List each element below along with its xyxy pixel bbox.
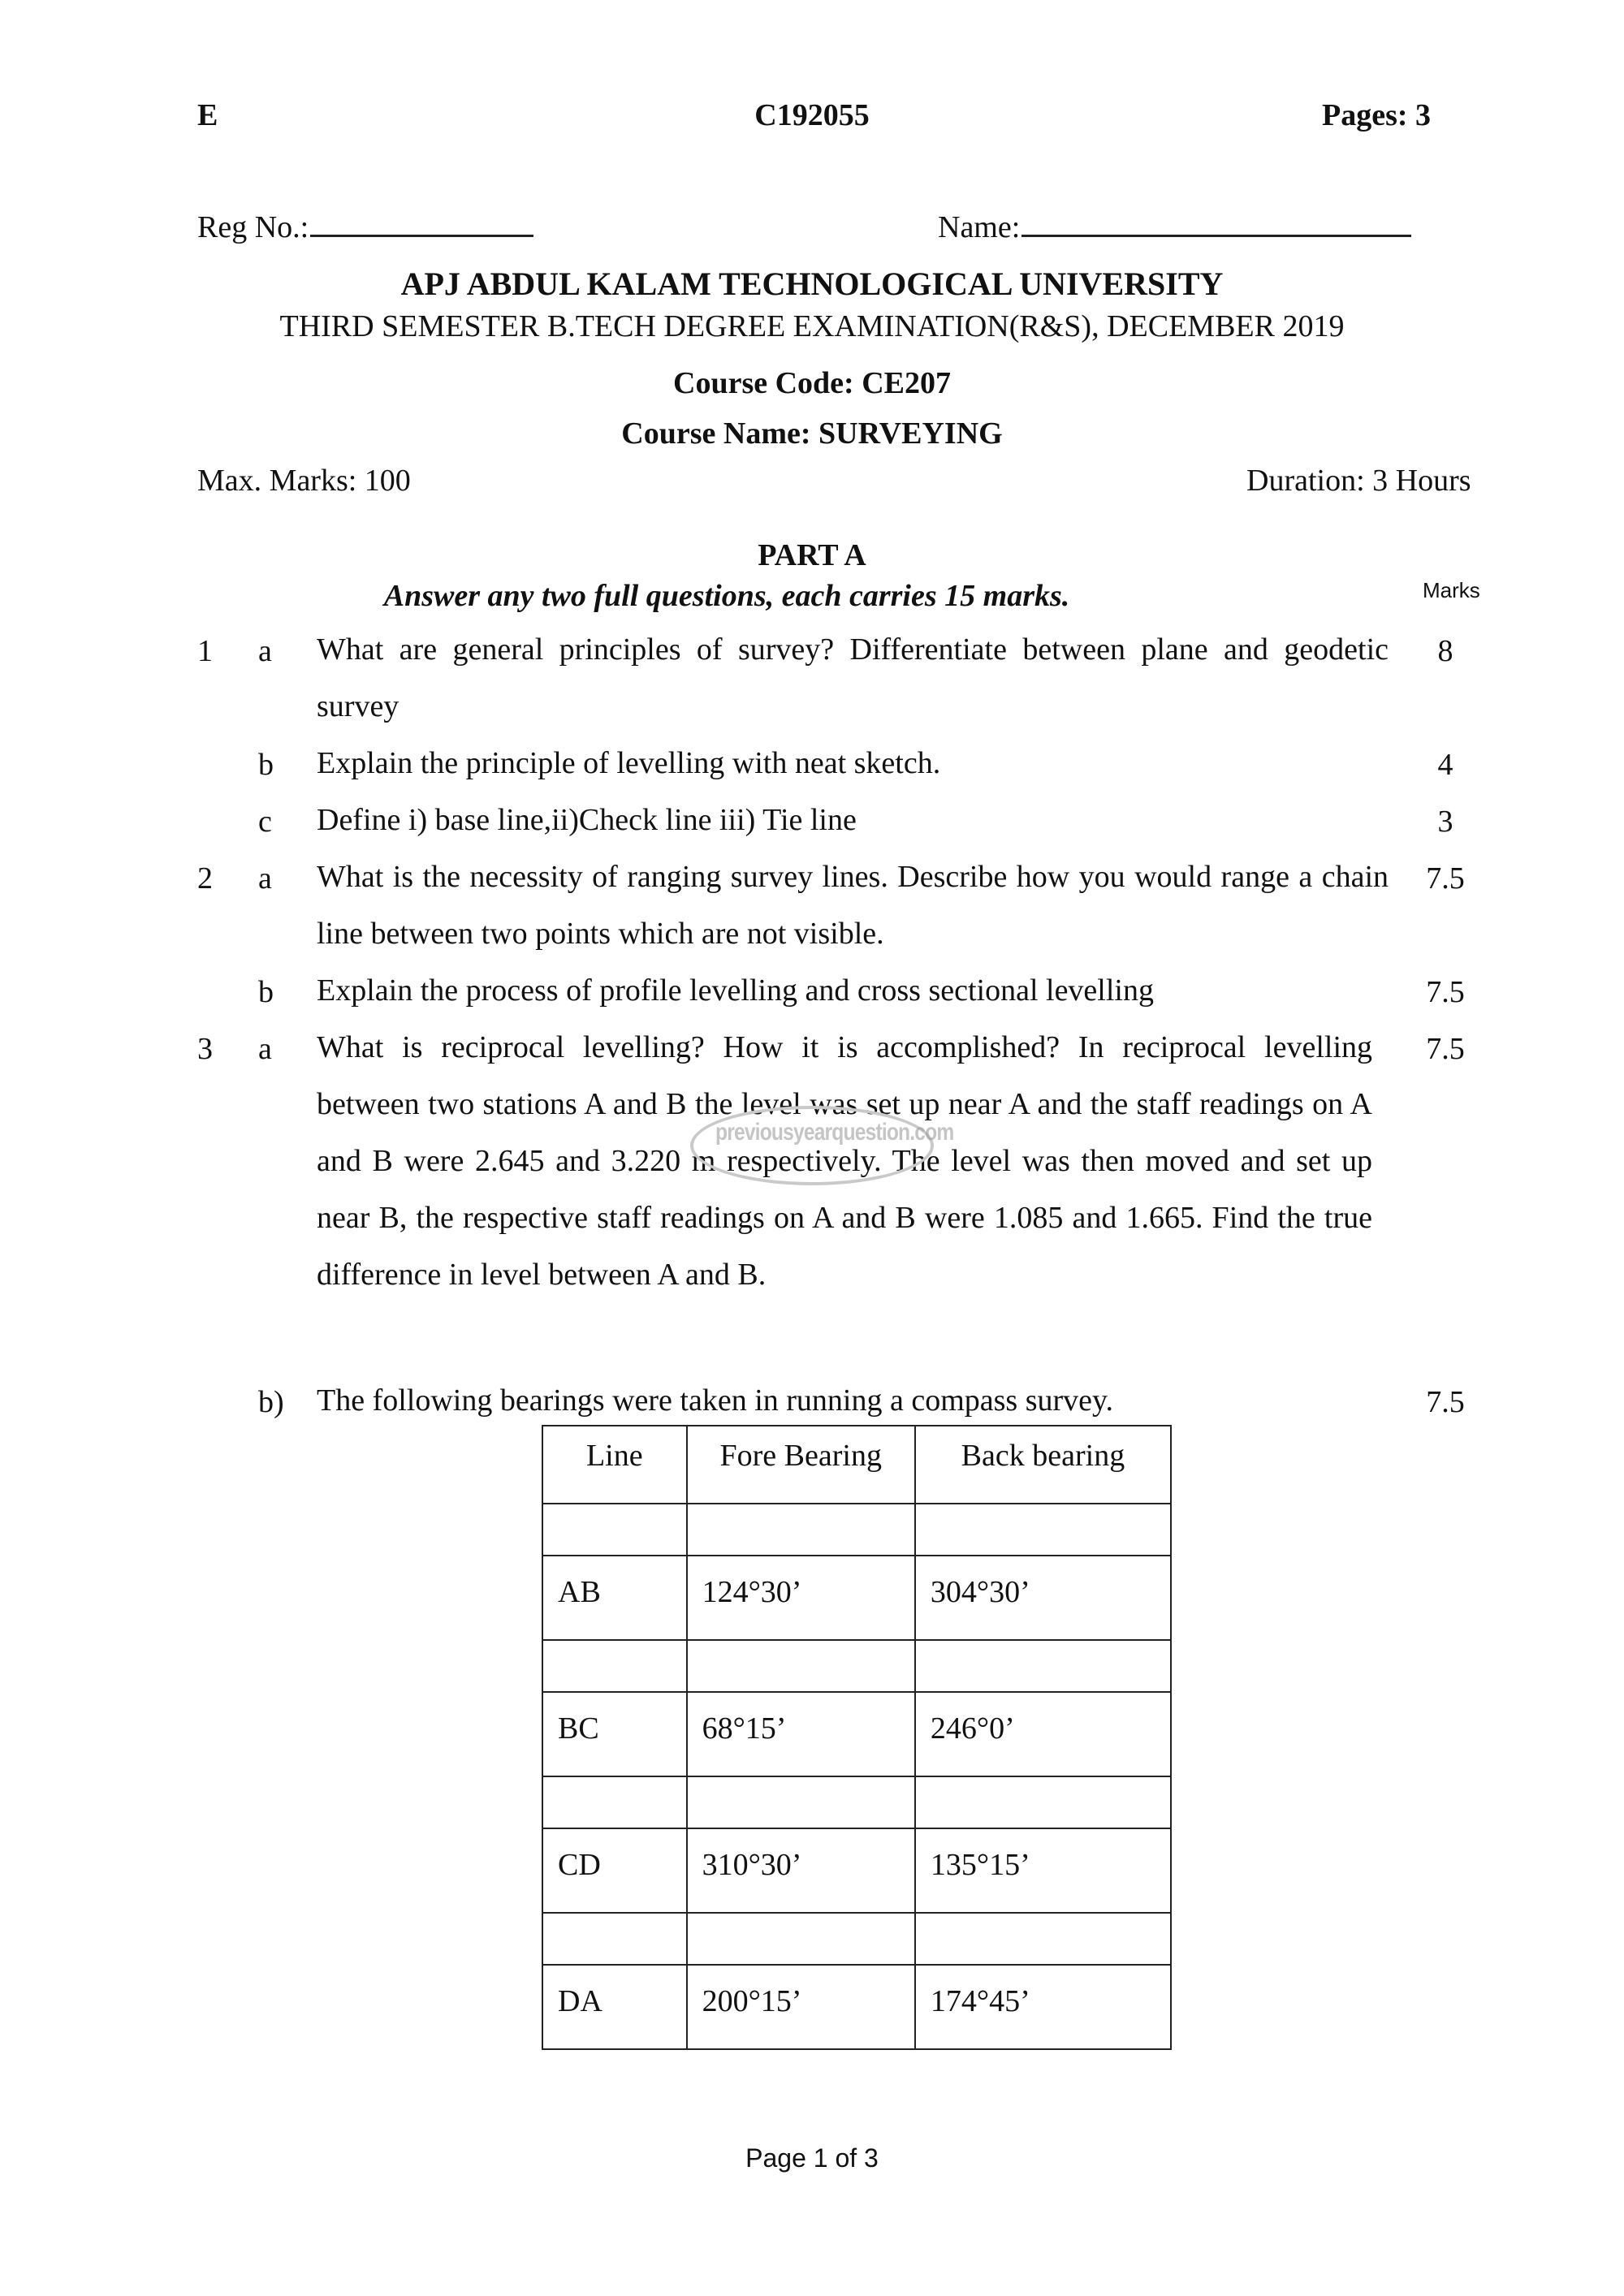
table-cell [915, 1640, 1171, 1692]
table-cell [687, 1776, 915, 1828]
marks-column-header: Marks [1423, 578, 1480, 602]
table-cell: AB [542, 1556, 687, 1640]
set-code: E [197, 98, 218, 132]
question-text: What is the necessity of ranging survey lines. Describe how you would range a chain line between two points which are not visible. [317, 860, 1389, 951]
question-part-label: c [258, 805, 272, 839]
max-marks: Max. Marks: 100 [197, 464, 411, 498]
reg-no-label: Reg No.: [197, 210, 309, 244]
table-cell: 68°15’ [687, 1692, 915, 1776]
question-marks: 7.5 [1426, 1032, 1465, 1066]
table-cell [542, 1913, 687, 1965]
exam-title: THIRD SEMESTER B.TECH DEGREE EXAMINATION(R&S), DECEMBER 2019 [279, 309, 1345, 343]
table-cell: 135°15’ [915, 1828, 1171, 1913]
table-header-row [542, 1426, 1171, 1504]
paper-code: C192055 [754, 98, 870, 132]
course-code: Course Code: CE207 [673, 366, 951, 400]
watermark-text: previousyearquestion.com [715, 1119, 954, 1146]
column-header: Back bearing [915, 1426, 1171, 1504]
question-number: 1 [197, 634, 213, 668]
question-part-label: b [258, 975, 274, 1009]
question-part-label: b) [258, 1385, 284, 1419]
question-marks: 4 [1437, 748, 1453, 782]
table-row [542, 1556, 1171, 1640]
table-cell [687, 1913, 915, 1965]
table-cell: BC [542, 1692, 687, 1776]
table-cell [542, 1776, 687, 1828]
table-cell: 124°30’ [687, 1556, 915, 1640]
table-cell: 304°30’ [915, 1556, 1171, 1640]
name-label: Name: [938, 210, 1021, 244]
table-row [542, 1828, 1171, 1913]
question-part-label: b [258, 748, 274, 782]
question-marks: 7.5 [1426, 1385, 1465, 1419]
table-cell: 200°15’ [687, 1965, 915, 2049]
question-text: Define i) base line,ii)Check line iii) Tie line [317, 803, 857, 837]
table-row [542, 1640, 1171, 1692]
question-text: Explain the principle of levelling with neat sketch. [317, 746, 941, 780]
table-row [542, 1965, 1171, 2049]
bearings-table [542, 1425, 1172, 2050]
question-text: Explain the process of profile levelling and cross sectional levelling [317, 973, 1154, 1008]
table-cell: 310°30’ [687, 1828, 915, 1913]
table-cell [687, 1504, 915, 1556]
question-marks: 3 [1437, 805, 1453, 839]
question-part-label: a [258, 634, 272, 668]
question-marks: 8 [1437, 634, 1453, 668]
table-cell: DA [542, 1965, 687, 2049]
table-row [542, 1504, 1171, 1556]
table-row [542, 1692, 1171, 1776]
reg-no-field [197, 209, 533, 245]
table-cell: 246°0’ [915, 1692, 1171, 1776]
question-text: What are general principles of survey? Differentiate between plane and geodetic survey [317, 632, 1389, 723]
table-cell [687, 1640, 915, 1692]
column-header: Line [542, 1426, 687, 1504]
question-marks: 7.5 [1426, 861, 1465, 896]
question-marks: 7.5 [1426, 975, 1465, 1009]
reg-no-blank [310, 234, 533, 237]
table-row [542, 1913, 1171, 1965]
page-count: Pages: 3 [1322, 98, 1432, 132]
question-number: 3 [197, 1032, 213, 1066]
column-header: Fore Bearing [687, 1426, 915, 1504]
table-cell [915, 1504, 1171, 1556]
table-row [542, 1776, 1171, 1828]
name-blank [1021, 234, 1411, 237]
table-cell [915, 1913, 1171, 1965]
university-title: APJ ABDUL KALAM TECHNOLOGICAL UNIVERSITY [400, 265, 1224, 302]
duration: Duration: 3 Hours [1246, 464, 1471, 498]
table-cell: CD [542, 1828, 687, 1913]
question-part-label: a [258, 861, 272, 896]
table-cell: 174°45’ [915, 1965, 1171, 2049]
part-a-title: PART A [758, 538, 866, 572]
name-field [938, 209, 1411, 245]
question-text: What is reciprocal levelling? How it is accomplished? In reciprocal levelling between two stations A and B the level was set up near A and the staff readings on A and B were 2.645 and 3.220 m respectively. The level was then moved and set up near B, the respective staff readings on A and B were 1.085 and 1.665. Find the true difference in level between A and B. [317, 1030, 1372, 1292]
course-name: Course Name: SURVEYING [621, 416, 1003, 451]
table-cell [915, 1776, 1171, 1828]
question-number: 2 [197, 861, 213, 896]
page-footer: Page 1 of 3 [745, 2143, 879, 2173]
table-cell [542, 1504, 687, 1556]
question-part-label: a [258, 1032, 272, 1066]
table-cell [542, 1640, 687, 1692]
question-text: The following bearings were taken in running a compass survey. [317, 1383, 1114, 1418]
part-a-instruction: Answer any two full questions, each carries 15 marks. [383, 579, 1070, 613]
